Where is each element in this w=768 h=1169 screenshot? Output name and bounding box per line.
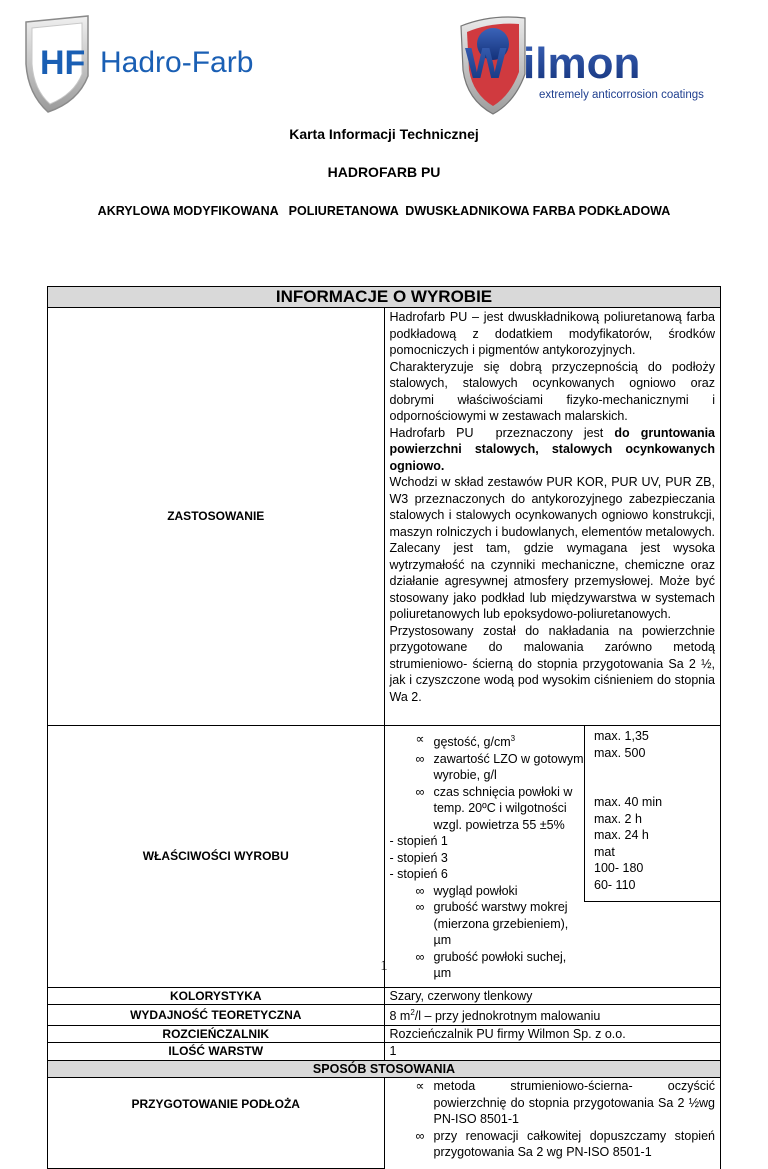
zastosowanie-p5: Przystosowany został do nakładania na powierzchnie przygotowane do malowania zarówno metodą strumieniowo- ścierną do stopnia przygotowania Sa 2 ½, jak i czyszczone wodą pod wysokim ciśnieniem do stopnia Wa 2.: [389, 623, 715, 704]
product-subtitle: AKRYLOWA MODYFIKOWANA POLIURETANOWA DWUSKŁADNIKOWA FARBA PODKŁADOWA: [97, 204, 671, 218]
label-kolorystyka: KOLORYSTYKA: [48, 987, 385, 1005]
properties-values: [584, 726, 720, 902]
zastosowanie-p3-bold: do gruntowania powierzchni stalowych, stalowych ocynkowanych ogniowo.: [389, 425, 715, 473]
bullet-icon: ∞: [415, 883, 425, 898]
svg-text:HF: HF: [40, 44, 86, 82]
prop-drying: ∞ czas schnięcia powłoki w temp. 20ºC i wilgotności wzgl. powietrza 55 ±5%: [415, 784, 573, 832]
value-warstwy: 1: [384, 1043, 721, 1061]
product-name: HADROFARB PU: [327, 164, 441, 180]
svg-text:W: W: [465, 39, 507, 88]
row-przygotowanie: [48, 1078, 721, 1169]
section-header-row: [48, 287, 721, 308]
bullet-icon: ∞: [415, 751, 425, 766]
svg-text:Hadro-Farb: Hadro-Farb: [100, 46, 254, 79]
bullet-icon: ∞: [415, 784, 425, 799]
document-title: Karta Informacji Technicznej: [289, 126, 479, 142]
properties-list: [390, 726, 585, 987]
row-warstwy: [48, 1043, 721, 1061]
value-dry-thickness: 60- 110: [594, 877, 636, 892]
value-appearance: mat: [594, 844, 615, 859]
label-wydajnosc: WYDAJNOŚĆ TEORETYCZNA: [48, 1005, 385, 1026]
svg-text:ilmon: ilmon: [523, 39, 641, 88]
prop-lzo: ∞ zawartość LZO w gotowym wyrobie, g/l: [415, 751, 584, 783]
prep-item-2: ∞ przy renowacji całkowitej dopuszczamy stopień przygotowania Sa 2 wg PN-ISO 8501-1: [415, 1128, 715, 1160]
page-number: 1: [380, 958, 388, 974]
section-header-row-2: [48, 1060, 721, 1078]
wilmon-logo: [455, 14, 730, 118]
value-wet-thickness: 100- 180: [594, 861, 644, 875]
svg-text:extremely anticorrosion coatin: extremely anticorrosion coatings: [539, 89, 704, 101]
zastosowanie-p4: Wchodzi w skład zestawów PUR KOR, PUR UV, PUR ZB, W3 przeznaczonych do antykorozyjnego zabezpieczania stalowych i stalowych ocynkowanych ogniowo konstrukcji, maszyn rolniczych i budowlanych, elementów metalowych. Zalecany jest tam, gdzie wymagana jest wysoka wytrzymałość na czynniki mechaniczne, chemiczne oraz działanie agresywnej atmosfery przemysłowej. Może być stosowany jako podkład lub międzywarstwa w systemach poliuretanowych lub epoksydowo-poliuretanowych.: [389, 475, 715, 621]
label-przygotowanie: PRZYGOTOWANIE PODŁOŻA: [48, 1078, 385, 1169]
label-warstwy: ILOŚĆ WARSTW: [48, 1043, 385, 1061]
zastosowanie-p1: Hadrofarb PU – jest dwuskładnikową poliuretanową farba podkładową z dodatkiem modyfikatorów, środków pomocniczych i pigmentów antykorozyjnych.: [389, 310, 715, 357]
product-info-table: [47, 286, 721, 1169]
bullet-icon: ∞: [415, 949, 425, 964]
section-title-info: INFORMACJE O WYROBIE: [48, 287, 721, 308]
bullet-icon: ∝: [415, 732, 425, 746]
stage-6: - stopień 6: [389, 867, 448, 882]
value-kolorystyka: Szary, czerwony tlenkowy: [384, 987, 721, 1005]
stage-3: - stopień 3: [389, 850, 448, 865]
row-rozcienczalnik: [48, 1025, 721, 1043]
value-stage-1: max. 40 min: [594, 795, 663, 809]
section-title-usage: SPOSÓB STOSOWANIA: [48, 1060, 721, 1078]
value-zastosowanie: [384, 308, 721, 726]
prop-density: ∝ gęstość, $g/cm^3$: [415, 732, 516, 750]
value-density: max. 1,35: [594, 729, 649, 743]
value-lzo: max. 500: [594, 745, 646, 760]
zastosowanie-p2: Charakteryzuje się dobrą przyczepnością do podłoży stalowych, stalowych ocynkowanych ogniowo oraz dobrymi właściwościami fizyko-mechanicznymi i odpornościowymi w zestawach malarskich.: [389, 359, 715, 423]
label-wlasciwosci: WŁAŚCIWOŚCI WYROBU: [48, 726, 385, 988]
prep-item-1: ∝ metoda strumieniowo-ścierna- oczyścić powierzchnię do stopnia przygotowania Sa 2 ½wg PN-ISO 8501-1: [415, 1079, 715, 1127]
value-wlasciwosci: [384, 726, 721, 988]
label-zastosowanie: ZASTOSOWANIE: [48, 308, 385, 726]
value-stage-6: max. 24 h: [594, 828, 649, 842]
row-kolorystyka: [48, 987, 721, 1005]
prop-dry-thickness: ∞ grubość powłoki suchej, µm: [415, 949, 567, 981]
bullet-icon: ∞: [415, 1128, 425, 1143]
stage-1: - stopień 1: [389, 834, 448, 849]
row-wydajnosc: [48, 1005, 721, 1026]
bullet-icon: ∝: [415, 1079, 425, 1094]
row-wlasciwosci: [48, 726, 721, 988]
value-rozcienczalnik: Rozcieńczalnik PU firmy Wilmon Sp. z o.o.: [384, 1025, 721, 1043]
prop-appearance: ∞ wygląd powłoki: [415, 883, 518, 898]
label-rozcienczalnik: ROZCIEŃCZALNIK: [48, 1025, 385, 1043]
value-przygotowanie: [384, 1078, 721, 1169]
value-wydajnosc: 8 $m^2/l$ – przy jednokrotnym malowaniu: [384, 1005, 721, 1026]
hadro-farb-logo: [18, 14, 283, 114]
value-stage-3: max. 2 h: [594, 811, 642, 826]
row-zastosowanie: [48, 308, 721, 726]
zastosowanie-p3: [390, 425, 716, 475]
zastosowanie-p3-text: Hadrofarb PU przeznaczony jest: [389, 425, 615, 440]
bullet-icon: ∞: [415, 900, 425, 915]
prop-wet-thickness: ∞ grubość warstwy mokrej (mierzona grzebieniem), µm: [415, 900, 569, 948]
